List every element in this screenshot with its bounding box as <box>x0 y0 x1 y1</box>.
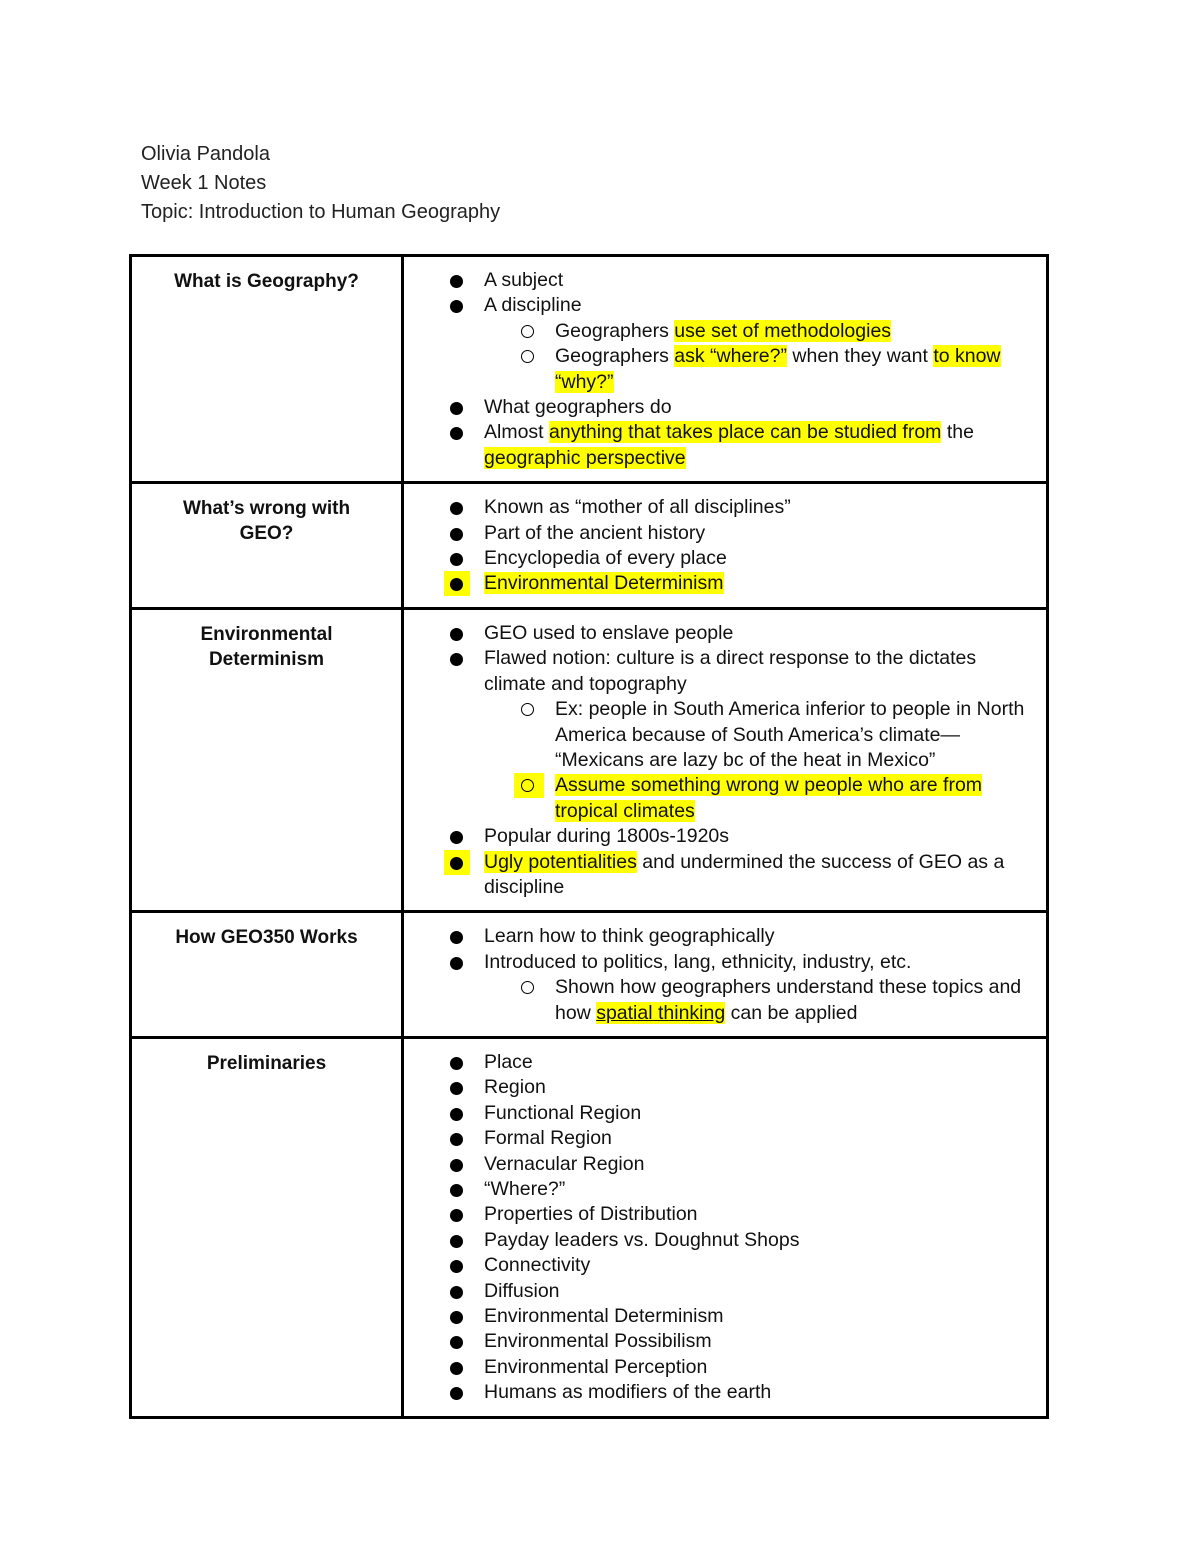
document-header <box>141 140 500 227</box>
row-content <box>403 483 1048 609</box>
list-item: Connectivity <box>404 1253 1032 1278</box>
row-label-text: Determinism <box>208 648 325 670</box>
bullet-icon <box>450 275 463 288</box>
list-item: Humans as modifiers of the earth <box>404 1380 1032 1405</box>
bullet-icon <box>450 528 463 541</box>
row-label <box>131 912 403 1038</box>
bullet-icon <box>450 402 463 415</box>
bullet-icon <box>450 300 463 313</box>
row-label-text: What’s wrong with <box>182 498 351 520</box>
list-item: Region <box>404 1075 1032 1100</box>
bullet-icon <box>450 1387 463 1400</box>
bullet-icon <box>450 1184 463 1197</box>
bullet-icon <box>450 1311 463 1324</box>
list-item: Ex: people in South America inferior to people in North America because of South America’s climate— “Mexicans are lazy bc of the heat in Mexico” <box>404 697 1032 773</box>
bullet-icon <box>450 1209 463 1222</box>
preliminaries-list <box>404 1050 1032 1406</box>
list-item: Vernacular Region <box>404 1152 1032 1177</box>
row-content <box>403 1037 1048 1417</box>
list-item: Functional Region <box>404 1101 1032 1126</box>
bullet-icon <box>450 1108 463 1121</box>
list-item: Environmental Determinism <box>404 571 1032 596</box>
bullet-icon <box>450 831 463 844</box>
list-item: Shown how geographers understand these topics and how spatial thinking can be applied <box>404 975 1032 1026</box>
row-label <box>131 256 403 483</box>
bullet-icon <box>450 1362 463 1375</box>
list-item: Payday leaders vs. Doughnut Shops <box>404 1228 1032 1253</box>
row-label-text: How GEO350 Works <box>175 927 358 949</box>
bullet-icon <box>450 1235 463 1248</box>
list-item: Part of the ancient history <box>404 521 1032 546</box>
bullet-icon <box>450 931 463 944</box>
topic-label: Topic: Introduction to Human Geography <box>141 201 501 223</box>
list-item: Almost anything that takes place can be studied from the geographic perspective <box>404 420 1032 471</box>
row-label-text: Preliminaries <box>206 1052 327 1074</box>
list-item: Environmental Perception <box>404 1355 1032 1380</box>
list-item: Encyclopedia of every place <box>404 546 1032 571</box>
bullet-icon <box>450 628 463 641</box>
list-item: What geographers do <box>404 395 1032 420</box>
hollow-bullet-icon <box>521 703 534 716</box>
table-row <box>131 1037 1048 1417</box>
list-item: Geographers use set of methodologies <box>404 319 1032 344</box>
bullet-icon <box>450 1057 463 1070</box>
bullet-icon <box>450 1260 463 1273</box>
list-item: Properties of Distribution <box>404 1202 1032 1227</box>
bullet-icon <box>450 1133 463 1146</box>
list-item: Geographers ask “where?” when they want to know “why?” <box>404 344 1032 395</box>
row-label-text: GEO? <box>239 523 294 545</box>
row-label <box>131 483 403 609</box>
list-item: Known as “mother of all disciplines” <box>404 495 1032 520</box>
bullet-icon <box>450 857 463 870</box>
table-row <box>131 608 1048 911</box>
list-item: Learn how to think geographically <box>404 924 1032 949</box>
hollow-bullet-icon <box>521 350 534 363</box>
list-item: Formal Region <box>404 1126 1032 1151</box>
bullet-icon <box>450 502 463 515</box>
list-item: Environmental Possibilism <box>404 1329 1032 1354</box>
row-label <box>131 1037 403 1417</box>
bullet-icon <box>450 427 463 440</box>
bullet-icon <box>450 553 463 566</box>
bullet-icon <box>450 1336 463 1349</box>
list-item: Flawed notion: culture is a direct response to the dictates climate and topography Ex: people in South America inferior to people in North America because of South America’s climate— “Mexicans are lazy bc of the heat in Mexico” Assume something wrong w people who are from tropical climates <box>404 646 1032 824</box>
bullet-icon <box>450 1082 463 1095</box>
list-item: Introduced to politics, lang, ethnicity, industry, etc. Shown how geographers understand these topics and how spatial thinking can be applied <box>404 950 1032 1026</box>
list-item: A subject <box>404 268 1032 293</box>
list-item: Diffusion <box>404 1279 1032 1304</box>
list-item: A discipline Geographers use set of methodologies Geographers ask “where?” when they want to know “why?” <box>404 293 1032 395</box>
list-item: GEO used to enslave people <box>404 621 1032 646</box>
list-item: Place <box>404 1050 1032 1075</box>
author-name: Olivia Pandola <box>141 143 270 165</box>
row-content <box>403 912 1048 1038</box>
hollow-bullet-icon <box>521 981 534 994</box>
notes-table <box>129 254 1049 1419</box>
list-item: Popular during 1800s-1920s <box>404 824 1032 849</box>
list-item: Ugly potentialities and undermined the success of GEO as a discipline <box>404 850 1032 901</box>
row-label-text: What is Geography? <box>174 271 359 292</box>
table-row <box>131 256 1048 483</box>
table-row <box>131 912 1048 1038</box>
hollow-bullet-icon <box>521 325 534 338</box>
row-content <box>403 608 1048 911</box>
bullet-icon <box>450 1286 463 1299</box>
list-item: “Where?” <box>404 1177 1032 1202</box>
row-label-text: Environmental <box>200 623 333 645</box>
list-item: Assume something wrong w people who are from tropical climates <box>404 773 1032 824</box>
bullet-icon <box>450 957 463 970</box>
list-item: Environmental Determinism <box>404 1304 1032 1329</box>
row-label <box>131 608 403 911</box>
row-content <box>403 256 1048 483</box>
bullet-icon <box>450 653 463 666</box>
bullet-icon <box>450 1159 463 1172</box>
week-label: Week 1 Notes <box>141 172 267 194</box>
table-row <box>131 483 1048 609</box>
